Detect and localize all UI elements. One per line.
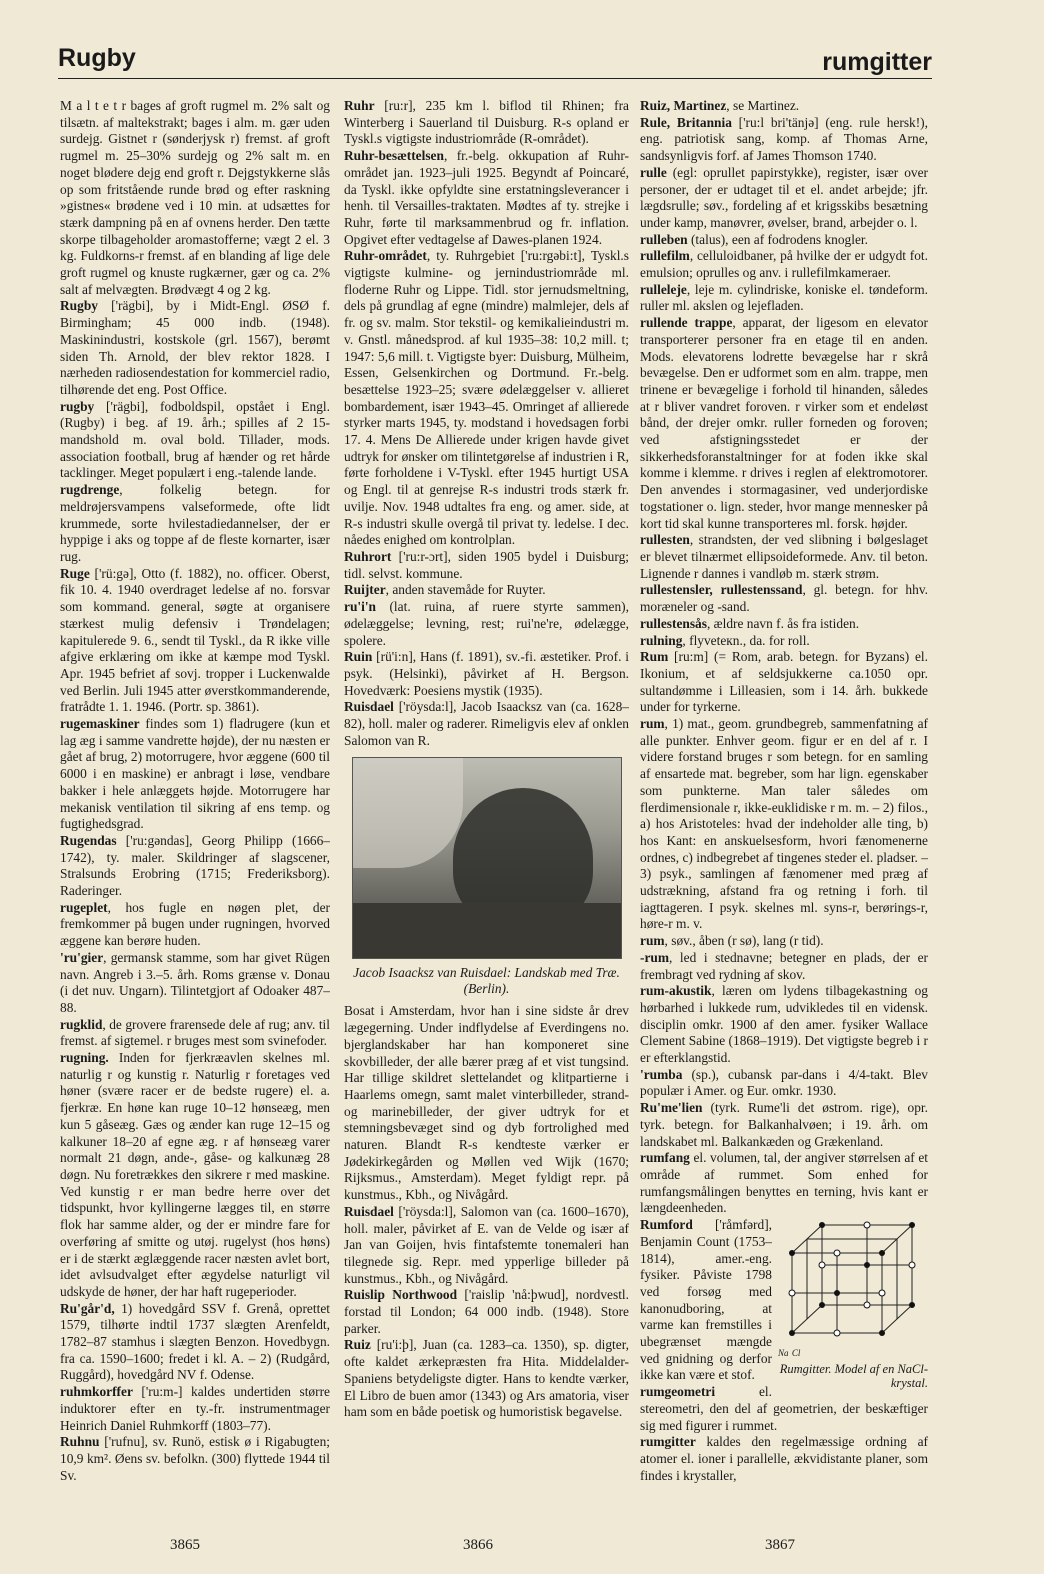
entry-body: ['röysda:l], Salomon van (ca. 1600–1670), holl. maler, påvirket af E. van de Velde og især af Jan van Goijen, hvis fintafstemte tonemaleri han tilegnede sig. Repr. med ypperlige billeder på kunstmus., Kbh., og Nivågård.	[344, 1203, 629, 1286]
dictionary-entry	[60, 1017, 330, 1050]
headword: rulleleje	[640, 281, 687, 297]
running-head-left: Rugby	[58, 44, 136, 72]
nacl-lattice-diagram	[778, 1219, 928, 1339]
entry-body: el. volumen, tal, der angiver størrelsen af et område af rummet. Som enhed for rumfangsmålingen benyttes en terning, hvis kant er længdeenheden.	[640, 1150, 928, 1216]
dictionary-entry	[640, 232, 928, 249]
dictionary-entry	[640, 115, 928, 165]
headword: Rugby	[60, 298, 98, 314]
dictionary-entry	[344, 1003, 629, 1203]
dictionary-entry	[60, 1301, 330, 1385]
dictionary-entry	[60, 900, 330, 950]
entry-body: [ru:m] (= Rom, arab. betegn. for Byzans) el. Ikonium, et af seldsjukkerne ca.1050 opr. sultandømme i Lilleasien, som i 14. årh. bukkede under for tyrkerne.	[640, 649, 928, 715]
entry-body: , 1) mat., geom. grundbegreb, sammenfatning af alle punkter. Enhver geom. figur er en del af r. I videre forstand bruges r som betegn. for en samling af ensartede mat. begreber, som har lign. egenskaber som punkterne. Man taler således om flerdimensionale r, ikke-euklidiske r m. m. – 2) filos., a) hos Aristoteles: hvad der indeholder alle ting, b) hos Kant: en anskuelsesform, hvori fænomenerne ordnes, c) indbegrebet af tingenes steder el. pladser. – 3) psyk., samlingen af fænomener med præg af udstrækning, afstand fra og retning i forh. til iagttageren. I psyk. skelnes ml. syns-r, berørings-r, høre-r m. v.	[640, 716, 928, 932]
entry-body: Bosat i Amsterdam, hvor han i sine sidste år drev lægegerning. Under indflydelse af Everdingens no. bjerglandskaber har han komponeret sine skovbilleder, der alle bærer præg af et vist tungsind. Har tillige skildret slettelandet og klitpartierne i Haarlems omegn, samt malet vinterbilleder, strand- og marinebilleder, der giver udtryk for et stemningsbevæget sind og dyb fortrolighed med naturen. Blandt R-s kendteste værker er Jødekirkegården og Møllen ved Wijk (1670; Rijksmus., Amsterdam). Meget fyldigt repr. på kunstmus., Kbh., og Nivågård.	[344, 1003, 629, 1203]
dictionary-entry	[640, 582, 928, 615]
dictionary-entry	[640, 315, 928, 532]
entry-body: M a l t e t r bages af groft rugmel m. 2% salt og tilsætn. af maltekstrakt; bages i alm. m. gær uden surdejg. Gistnet r (sønderjysk r) fremst. af groft rugmel m. 25–30% surdejg og 2% salt m. en noget blødere dejg end groft r. Dejgstykkerne slås op som fritstående runde brød og efter raskning »gistnes« brødene ved i 10 min. at udsættes for stærk dampning på en af ovnens herder. Den tætte skorpe tilbageholder aromastofferne; vægt 2 el. 3 kg. Fuldkorns-r fremst. af en blanding af lige dele groft rugmel og knuste rugkærner, gær og ca. 2% salt af melvægten. Brødvægt 4 og 2 kg.	[60, 98, 330, 297]
entry-body: , led i stednavne; betegner en plads, der er frembragt ved rydning af skov.	[640, 949, 928, 982]
entry-body: , se Martinez.	[726, 98, 800, 113]
column-3	[640, 98, 928, 1488]
entry-body: , celluloidbaner, på hvilke der er udgydt fot. emulsion; oprulles og anv. i rullefilmkameraer.	[640, 248, 928, 281]
headword: rugeplet	[60, 899, 108, 915]
entry-body: ['röysda:l], Jacob Isaacksz van (ca. 1628–82), holl. maler og raderer. Rimeligvis elev af onklen Salomon van R.	[344, 699, 629, 748]
entry-body: ['rägbi], by i Midt-Engl. ØSØ f. Birmingham; 45 000 indb. (1948). Maskinindustri, kostskole (grl. 1567), berømt siden Th. Arnold, der blev rektor 1828. I nærheden radiosendestation for kommerciel radio, tilhørende det eng. Post Office.	[60, 298, 330, 397]
entry-body: (lat. ruina, af ruere styrte sammen), ødelæggelse; levning, rest; rui'ne're, ødelægge, spolere.	[344, 599, 629, 648]
dictionary-entry	[640, 1100, 928, 1150]
figure-caption: Jacob Isaacksz van Ruisdael: Landskab med Træ. (Berlin).	[353, 965, 620, 997]
entry-body: (egl: oprullet papirstykke), register, især over personer, der er udtaget til et el. andet arbejde; jfr. lægdsrulle; søv., fordeling af et krigsskibs besætning under kamp, manøvrer, øvelser, brand, arbejder o. l.	[640, 164, 928, 230]
column-2	[344, 98, 629, 1488]
headword: rum	[640, 933, 665, 949]
dictionary-entry	[344, 549, 629, 582]
entry-body: ['rufnu], sv. Runö, estisk ø i Rigabugten; 10,9 km². Øens sv. befolkn. (300) flyttede 1944 til Sv.	[60, 1434, 330, 1483]
headword: rullesten	[640, 532, 690, 548]
dictionary-entry	[60, 950, 330, 1017]
dictionary-entry	[344, 98, 629, 148]
dictionary-entry	[640, 716, 928, 933]
dictionary-entry	[640, 1067, 928, 1100]
dictionary-entry	[640, 616, 928, 633]
entry-body: , læren om lydens tilbagekastning og hørbarhed i lukkede rum, udvikledes til en vidensk. disciplin omkr. 1900 af den amer. fysiker Wallace Clement Sabine (1868–1919). Det vigtigste begreb i r er efterklangstid.	[640, 983, 928, 1066]
entry-body: Inden for fjerkræavlen skelnes ml. naturlig r og kunstig r. Naturlig r foretages ved høner (svære racer er de bedste rugere) el. a. fjerkræ. En høne kan ruge 10–12 hønseæg, men kun 5 gåseæg. Gæs og ænder kan ruge 12–15 og kalkuner 18–20 af egne æg. r af hønseæg varer normalt 21 døgn, ande-, gåse- og kalkunæg 28 døgn. Nu foretrækkes den sikrere r med maskine. Ved kunstig r er man bedre herre over det tidspunkt, hvor kyllingerne lægges til, en større flok har samme alder, og der er mindre fare for overføring af smitte og utøj. rugelyst (hos høns) er i de stærkt æglæggende racer næsten avlet bort, idet avlsudvalget efter ægydelse naturligt vil udskyde de høner, der har haft rugeperioder.	[60, 1050, 330, 1299]
entry-body: , folkelig betegn. for meldrøjersvampens valseformede, ofte lidt krummede, sorte hvilestadiedannelser, der er hyppige i aks og toppe af de fleste kornarter, især rug.	[60, 482, 330, 564]
entry-body: kaldes den regelmæssige ordning af atomer el. ioner i parallelle, ækvidistante planer, som findes i krystaller,	[640, 1434, 928, 1483]
entry-body: , gl. betegn. for hhv. moræneler og -sand.	[640, 582, 928, 615]
dictionary-entry	[344, 248, 629, 549]
headword: Rugendas	[60, 832, 117, 848]
dictionary-entry	[640, 98, 928, 115]
headword: Ruhr-området	[344, 248, 427, 264]
entry-body: , ældre navn f. ås fra istiden.	[706, 615, 860, 631]
entry-body: [rü'i:n], Hans (f. 1891), sv.-fi. æstetiker. Prof. i psyk. (Helsinki), påvirket af H. Bergson. Hovedværk: Poesiens mystik (1935).	[344, 649, 629, 698]
headword: rugemaskiner	[60, 716, 140, 732]
headword: Ru'går'd,	[60, 1300, 115, 1316]
dictionary-entry	[60, 566, 330, 716]
dictionary-entry	[60, 482, 330, 566]
entry-body: , ty. Ruhrgebiet ['ru:rgəbi:t], Tyskl.s vigtigste kulmine- og jernindustriområde ml. floderne Ruhr og Lippe. Tidl. stor jernudsmeltning, dels på grundlag af egne (mindre) malmlejer, dels af fr. og sv. malm. Stor tekstil- og kemikalieindustri m. v. Gnstl. månedsprod. af kul 1935–38: 10,2 mill. t; 1947: 5,6 mill. t. Vigtigste byer: Duisburg, Mülheim, Essen, Gelsenkirchen og Dortmund. Fr.-belg. besættelse 1923–25; svære ødelæggelser v. allieret bombardement, især 1943–45. Omringet af allierede styrker marts 1945, ty. modstand i hovedsagen forbi 17. 4. Mens De Allierede under krigen havde givet udtryk for ønsker om tilintetgørelse af industrien i R, førte forholdene i V-Tyskl. efter 1945 hurtigt USA og Engl. til at genrejse R-s industri trods stærk fr. uvilje. Nov. 1948 udtaltes fra eng. og amer. side, at R-s industri skulle overgå til privat ty. ledelse. I dec. nåedes enighed om kontrolplan.	[344, 248, 629, 548]
dictionary-entry	[640, 633, 928, 650]
dictionary-entry	[344, 599, 629, 649]
headword: rugby	[60, 398, 95, 414]
headword: -rum	[640, 949, 670, 965]
dictionary-entry	[640, 1434, 928, 1484]
figure-crystal	[778, 1219, 928, 1389]
headword: 'rumba	[640, 1066, 683, 1082]
headword: rullefilm	[640, 248, 690, 264]
headword: rugning.	[60, 1050, 109, 1066]
dictionary-entry	[640, 248, 928, 281]
dictionary-entry	[60, 1384, 330, 1434]
entry-body: 1) hovedgård SSV f. Grenå, oprettet 1579, tilhørte indtil 1737 slægten Arenfeldt, 1782–87 stamhus i slægten Benzon. Hovedbygn. fra ca. 1590–1600; fredet i kl. A. – 2) (Rudgård, Ruggård), hovedgård NV f. Odense.	[60, 1300, 330, 1383]
headword: rullende trappe	[640, 315, 733, 331]
dictionary-entry	[344, 582, 629, 599]
headword: rumgeometri	[640, 1384, 716, 1400]
page-number: 3866	[463, 1537, 493, 1553]
entry-body: ['råmfərd], Benjamin Count (1753–1814), amer.-eng. fysiker. Påviste 1798 ved forsøg med kanonudboring, at varme kan fremstilles i ubegrænset mængde ved gnidning og derfor ikke kan være et stof.	[640, 1217, 772, 1383]
headword: Ruhnu	[60, 1434, 100, 1450]
dictionary-entry	[640, 532, 928, 582]
entry-body: [ru'i:þ], Juan (ca. 1283–ca. 1350), sp. digter, ofte kaldet ærkepræsten fra Hita. Middelalder-Spaniens betydeligste digter. Hans to kendte værker, El Libro de buen amor (1343) og Ars amatoria, viser ham som en både poetisk og humoristisk begavelse.	[344, 1337, 629, 1420]
headword: Ru'me'lien	[640, 1100, 703, 1116]
dictionary-entry	[344, 1287, 629, 1337]
entry-body: ['ru:l bri'tänjə] (eng. rule hersk!), eng. patriotisk sang, komp. af Thomas Arne, sandsynligvis forf. af James Thomson 1740.	[640, 114, 928, 164]
entry-body: , de grovere frarensede dele af rug; anv. til fremst. af sigtemel. r bruges mest som svinefoder.	[60, 1016, 330, 1049]
dictionary-entry	[60, 98, 330, 298]
dictionary-entry	[60, 399, 330, 483]
entry-body: , hos fugle en nøgen plet, der fremkommer på bugen under rugningen, hvorved æggene kan berøre huden.	[60, 899, 330, 949]
entry-body: ['ru:m-] kaldes undertiden større induktorer efter en ty.-fr. instrumentmager Heinrich Daniel Ruhmkorff (1803–77).	[60, 1384, 330, 1433]
headword: rum-akustik	[640, 983, 712, 999]
headword: Ruhr-besættelsen	[344, 148, 444, 164]
dictionary-entry	[344, 1337, 629, 1421]
headword: rugklid	[60, 1016, 103, 1032]
headword: Rule, Britannia	[640, 114, 732, 130]
headword: rum	[640, 716, 665, 732]
entry-body: , strandsten, der ved slibning i bølgeslaget er blevet tilnærmet ellipsoideformede. Anv. til beton. Lignende r dannes i vandløb m. stærk strøm.	[640, 532, 928, 581]
entry-body: el. stereometri, den del af geometrien, der beskæftiger sig med figurer i rummet.	[640, 1384, 928, 1433]
headword: Ruisdael	[344, 1203, 394, 1219]
column-1	[60, 98, 330, 1488]
dictionary-entry	[60, 833, 330, 900]
headword: rullestensås	[640, 615, 707, 631]
entry-body: (talus), een af fodrodens knogler.	[687, 231, 868, 247]
headword: Ruhrort	[344, 548, 392, 564]
dictionary-entry	[344, 148, 629, 248]
headword: rumfang	[640, 1150, 690, 1166]
headword: Ruiz, Martinez	[640, 98, 727, 113]
dictionary-entry	[640, 1150, 928, 1217]
headword: Ruge	[60, 565, 90, 581]
headword: rulle	[640, 164, 667, 180]
dictionary-entry	[640, 933, 928, 950]
headword: rumgitter	[640, 1434, 696, 1450]
entry-body: , apparat, der ligesom en elevator transporterer personer fra en etage til en anden. Mods. elevatorens lodrette bevægelse har r skrå bevægelse. Den er udformet som en alm. trappe, men trinene er bevægelige i forhold til hinanden, således at r bliver vandret foroven. r virker som et endeløst bånd, der drejer omkr. ruller forneden og foroven; ved afstigningsstedet er der sikkerhedsforanstaltninger for at foden ikke skal komme i klemme. r drives i reglen af elektromotorer. Den anvendes i stormagasiner, ved underjordiske togstationer o. lign. steder, hvor mange mennesker på kort tid skal kunne transporteres ml. forsk. højder.	[640, 315, 928, 531]
headword: ruhmkorffer	[60, 1384, 133, 1400]
headword: Rumford	[640, 1217, 693, 1233]
entry-body: ['raislip 'nå:þwud], nordvestl. forstad til London; 64 000 indb. (1948). Store parker.	[344, 1287, 629, 1336]
figure-painting	[344, 757, 629, 997]
page-number: 3865	[170, 1537, 200, 1553]
dictionary-entry	[640, 950, 928, 983]
entry-body: ['ru:r-ɔrt], siden 1905 bydel i Duisburg; tidl. selvst. kommune.	[344, 548, 629, 581]
page-number: 3867	[765, 1537, 795, 1553]
headword: Ruhr	[344, 98, 375, 113]
crystal-caption: Rumgitter. Model af en NaCl-krystal.	[779, 1361, 928, 1390]
entry-body: , fr.-belg. okkupation af Ruhr-området jan. 1923–juli 1925. Begyndt af Poincaré, da Tyskl. ikke opfyldte sine erstatningsleverancer i henh. til Versailles-traktaten. Mødtes af ty. strejke i Ruhr, førte til marksammenbrud og fr. inflation. Opgivet efter vedtagelse af Dawes-planen 1924.	[344, 148, 629, 247]
headword: Ruijter	[344, 582, 386, 598]
entry-body: , flyveteкn., da. for roll.	[682, 632, 810, 648]
headword: 'ru'gier	[60, 949, 104, 965]
entry-body: (tyrk. Rume'li det østrom. rige), opr. tyrk. betegn. for Balkanhalvøen; i 19. årh. om landskabet ml. Balkankæden og Grækenland.	[640, 1100, 928, 1149]
entry-body: ['rägbi], fodboldspil, opstået i Engl. (Rugby) i beg. af 19. årh.; spilles af 2 15-mandshold m. oval bold. Tillader, mods. association football, brug af hænder og ret hårde tacklinger. Meget populært i eng.-talende lande.	[60, 398, 330, 481]
legend-cl: Cl	[791, 1347, 801, 1358]
dictionary-entry	[344, 1204, 629, 1288]
dictionary-entry	[344, 699, 629, 749]
dictionary-entry	[60, 1434, 330, 1484]
entry-body: , germansk stamme, som har givet Rügen navn. Angreb i 3.–5. årh. Roms grænse v. Donau (i det nuv. Ungarn). Tilintetgjort af Odoaker 487–88.	[60, 949, 330, 1015]
legend-na: Na	[778, 1347, 789, 1358]
headword: Ruislip Northwood	[344, 1287, 458, 1303]
entry-body: ['rü:gə], Otto (f. 1882), no. officer. Oberst, fik 10. 4. 1940 overdraget ledelse af no. forsvar som kommand. general, søgte at organisere stærkest mulig defensiv i Trøndelagen; kapitulerede 9. 6., sendt til Tyskl., da R ikke ville afgive erklæring om ikke at kæmpe mod Tyskl. Apr. 1945 befriet af sovj. tropper i Luckenwalde ved Berlin. Juli 1945 atter øverstkommanderende, fratrådte 1. 1. 1946. (Portr. sp. 3861).	[60, 565, 330, 715]
dictionary-entry	[640, 282, 928, 315]
dictionary-entry	[640, 983, 928, 1067]
dictionary-entry	[344, 649, 629, 699]
entry-body: , leje m. cylindriske, koniske el. tøndeform. ruller ml. akslen og lejefladen.	[640, 281, 928, 314]
entry-body: ['ru:gəndas], Georg Philipp (1666–1742), ty. maler. Skildringer af slagscener, Stralsunds Erobring (1715; Frederiksborg). Raderinger.	[60, 832, 330, 899]
headword: Ruiz	[344, 1337, 371, 1353]
dictionary-entry	[640, 1384, 928, 1434]
headword: rullestensler, rullestenssand	[640, 582, 803, 598]
ruisdael-painting-image	[352, 757, 622, 959]
dictionary-entry	[640, 649, 928, 716]
running-head-right: rumgitter	[822, 48, 932, 76]
headword: Rum	[640, 649, 669, 665]
entry-body: [ru:r], 235 km l. biflod til Rhinen; fra Winterberg i Sauerland til Duisburg. R-s opland er Tyskl.s vigtigste industriområde (R-området).	[344, 98, 629, 147]
headword: rugdrenge	[60, 482, 120, 498]
entry-body: , søv., åben (r sø), lang (r tid).	[664, 933, 824, 949]
entry-body: findes som 1) fladrugere (kun et lag æg i samme vandrette højde), der nu næsten er gået af brug, 2) motorrugere, hvor æggene (600 til 6000 i en maskine) er anbragt i løse, vendbare bakker i hele anlæggets højde. Motorrugere har mekanisk ventilation til sikring af ens temp. og fugtighedsgrad.	[60, 716, 330, 832]
entry-body: (sp.), cubansk par-dans i 4/4-takt. Blev populær i Amer. og Eur. omkr. 1930.	[640, 1066, 928, 1099]
headword: ru'i'n	[344, 599, 376, 615]
dictionary-entry	[60, 716, 330, 833]
header-rule	[58, 78, 932, 79]
entry-body: , anden stavemåde for Ruyter.	[385, 582, 546, 598]
headword: Ruisdael	[344, 699, 394, 715]
headword: Ruin	[344, 649, 373, 665]
headword: rulleben	[640, 231, 688, 247]
dictionary-entry	[60, 298, 330, 398]
dictionary-entry	[640, 165, 928, 232]
headword: rulning	[640, 632, 683, 648]
dictionary-entry	[60, 1050, 330, 1301]
